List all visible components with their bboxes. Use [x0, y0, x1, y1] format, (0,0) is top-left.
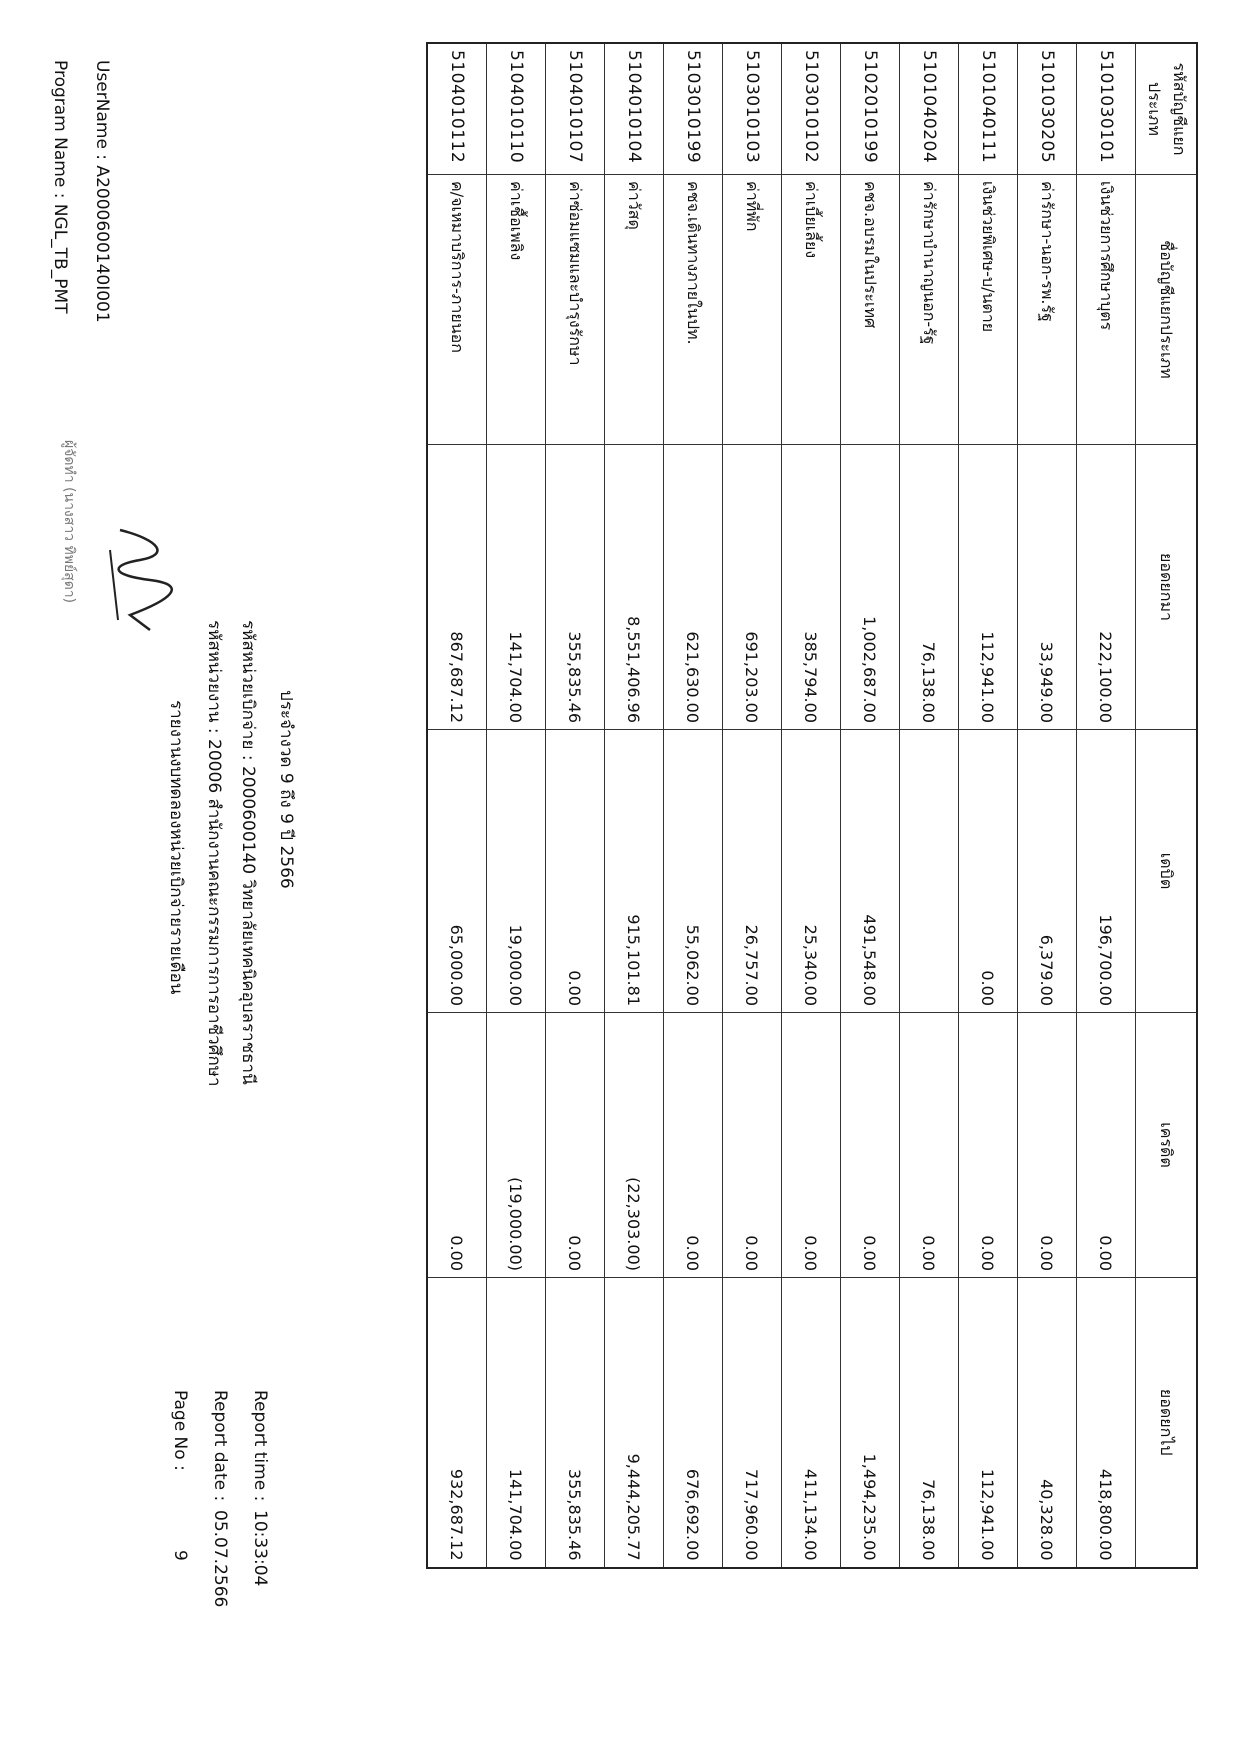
- debit-cell: 65,000.00: [427, 730, 487, 1013]
- table-row: [605, 43, 664, 1568]
- account-code-cell: 5104010110: [487, 43, 546, 175]
- balance-forward-cell: 355,835.46: [546, 445, 605, 730]
- handwritten-signature: [100, 520, 180, 640]
- balance-carried-cell: 9,444,205.77: [605, 1278, 664, 1568]
- account-code-cell: 5102010199: [841, 43, 900, 175]
- table-row: [546, 43, 605, 1568]
- credit-cell: 0.00: [900, 1013, 959, 1278]
- debit-cell: [900, 730, 959, 1013]
- balance-forward-cell: 867,687.12: [427, 445, 487, 730]
- balance-carried-cell: 40,328.00: [1018, 1278, 1077, 1568]
- balance-carried-cell: 1,494,235.00: [841, 1278, 900, 1568]
- table-row: [664, 43, 723, 1568]
- balance-forward-cell: 76,138.00: [900, 445, 959, 730]
- page-no: 9: [170, 1550, 190, 1561]
- balance-carried-cell: 676,692.00: [664, 1278, 723, 1568]
- debit-cell: 19,000.00: [487, 730, 546, 1013]
- balance-carried-cell: 717,960.00: [723, 1278, 782, 1568]
- balance-carried-cell: 355,835.46: [546, 1278, 605, 1568]
- account-name-cell: ค่าเบี้ยเลี้ยง: [782, 175, 841, 445]
- account-code-cell: 5101040204: [900, 43, 959, 175]
- column-header: เครดิต: [1136, 1013, 1198, 1278]
- account-code-cell: 5101030101: [1077, 43, 1136, 175]
- account-code-cell: 5101040111: [959, 43, 1018, 175]
- account-name-cell: ค่าที่พัก: [723, 175, 782, 445]
- column-header: ชื่อบัญชีแยกประเภท: [1136, 175, 1198, 445]
- account-code-cell: 5104010107: [546, 43, 605, 175]
- balance-forward-cell: 112,941.00: [959, 445, 1018, 730]
- column-header: ยอดยกมา: [1136, 445, 1198, 730]
- credit-cell: 0.00: [546, 1013, 605, 1278]
- account-code-cell: 5103010103: [723, 43, 782, 175]
- balance-carried-cell: 932,687.12: [427, 1278, 487, 1568]
- account-name-cell: ค่าวัสดุ: [605, 175, 664, 445]
- table-row: [900, 43, 959, 1568]
- table-row: [427, 43, 487, 1568]
- table-row: [1018, 43, 1077, 1568]
- debit-cell: 915,101.81: [605, 730, 664, 1013]
- debit-cell: 0.00: [546, 730, 605, 1013]
- credit-cell: 0.00: [959, 1013, 1018, 1278]
- balance-carried-cell: 112,941.00: [959, 1278, 1018, 1568]
- credit-cell: 0.00: [841, 1013, 900, 1278]
- debit-cell: 196,700.00: [1077, 730, 1136, 1013]
- account-code-cell: 5101030205: [1018, 43, 1077, 175]
- table-row: [723, 43, 782, 1568]
- balance-forward-cell: 1,002,687.00: [841, 445, 900, 730]
- report-period: ประจำงวด 9 ถึง 9 ปี 2566: [276, 690, 296, 889]
- balance-forward-cell: 222,100.00: [1077, 445, 1136, 730]
- debit-cell: 491,548.00: [841, 730, 900, 1013]
- header-row: [1136, 43, 1198, 1568]
- agency-code: รหัสหน่วยงาน : 20006 สำนักงานคณะกรรมการการอาชีวศึกษา: [204, 620, 224, 1087]
- report-time: 10:33:04: [250, 1510, 270, 1587]
- program-name: Program Name : NGL_TB_PMT: [50, 60, 70, 314]
- debit-cell: 6,379.00: [1018, 730, 1077, 1013]
- account-name-cell: ค่ารักษา-นอก-รพ.รัฐ: [1018, 175, 1077, 445]
- debit-cell: 0.00: [959, 730, 1018, 1013]
- trial-balance-table: [426, 42, 1198, 1569]
- credit-cell: 0.00: [782, 1013, 841, 1278]
- account-name-cell: ค่าซ่อมแซมและบำรุงรักษา: [546, 175, 605, 445]
- account-code-cell: 5103010102: [782, 43, 841, 175]
- credit-cell: (19,000.00): [487, 1013, 546, 1278]
- account-code-cell: 5104010112: [427, 43, 487, 175]
- account-name-cell: คชจ.อบรมในประเทศ: [841, 175, 900, 445]
- report-title: รายงานงบทดลองหน่วยเบิกจ่ายรายเดือน: [166, 700, 186, 995]
- debit-cell: 55,062.00: [664, 730, 723, 1013]
- credit-cell: (22,303.00): [605, 1013, 664, 1278]
- account-name-cell: ค่ารักษาบำนาญนอก-รัฐ: [900, 175, 959, 445]
- account-name-cell: เงินช่วยพิเศษ-บ/นตาย: [959, 175, 1018, 445]
- balance-forward-cell: 33,949.00: [1018, 445, 1077, 730]
- account-name-cell: เงินช่วยการศึกษาบุตร: [1077, 175, 1136, 445]
- table-row: [959, 43, 1018, 1568]
- debit-cell: 25,340.00: [782, 730, 841, 1013]
- report-time-label: Report time :: [250, 1390, 270, 1502]
- balance-carried-cell: 141,704.00: [487, 1278, 546, 1568]
- table-row: [782, 43, 841, 1568]
- balance-carried-cell: 76,138.00: [900, 1278, 959, 1568]
- table-row: [1077, 43, 1136, 1568]
- account-name-cell: คชจ.เดินทางภายในปท.: [664, 175, 723, 445]
- balance-forward-cell: 8,551,406.96: [605, 445, 664, 730]
- balance-forward-cell: 691,203.00: [723, 445, 782, 730]
- credit-cell: 0.00: [1077, 1013, 1136, 1278]
- column-header: เดบิต: [1136, 730, 1198, 1013]
- account-code-cell: 5103010199: [664, 43, 723, 175]
- credit-cell: 0.00: [723, 1013, 782, 1278]
- page-no-label: Page No :: [170, 1390, 190, 1471]
- balance-forward-cell: 141,704.00: [487, 445, 546, 730]
- report-date-label: Report date :: [210, 1390, 230, 1502]
- credit-cell: 0.00: [1018, 1013, 1077, 1278]
- balance-carried-cell: 418,800.00: [1077, 1278, 1136, 1568]
- column-header: ยอดยกไป: [1136, 1278, 1198, 1568]
- balance-forward-cell: 621,630.00: [664, 445, 723, 730]
- credit-cell: 0.00: [664, 1013, 723, 1278]
- balance-carried-cell: 411,134.00: [782, 1278, 841, 1568]
- account-name-cell: ค่าเชื้อเพลิง: [487, 175, 546, 445]
- credit-cell: 0.00: [427, 1013, 487, 1278]
- account-name-cell: ค/จเหมาบริการ-ภายนอก: [427, 175, 487, 445]
- footer-note: ผู้จัดทำ (นางสาว ทิพย์สุดา): [61, 440, 77, 604]
- table-row: [487, 43, 546, 1568]
- debit-cell: 26,757.00: [723, 730, 782, 1013]
- report-date: 05.07.2566: [210, 1510, 230, 1608]
- user-name: UserName : A2000600140I001: [92, 60, 112, 323]
- account-code-cell: 5104010104: [605, 43, 664, 175]
- balance-forward-cell: 385,794.00: [782, 445, 841, 730]
- disbursing-unit: รหัสหน่วยเบิกจ่าย : 2000600140 วิทยาลัยเทคนิคอุบลราชธานี: [238, 620, 258, 1085]
- table-row: [841, 43, 900, 1568]
- column-header: รหัสบัญชีแยกประเภท: [1136, 43, 1198, 175]
